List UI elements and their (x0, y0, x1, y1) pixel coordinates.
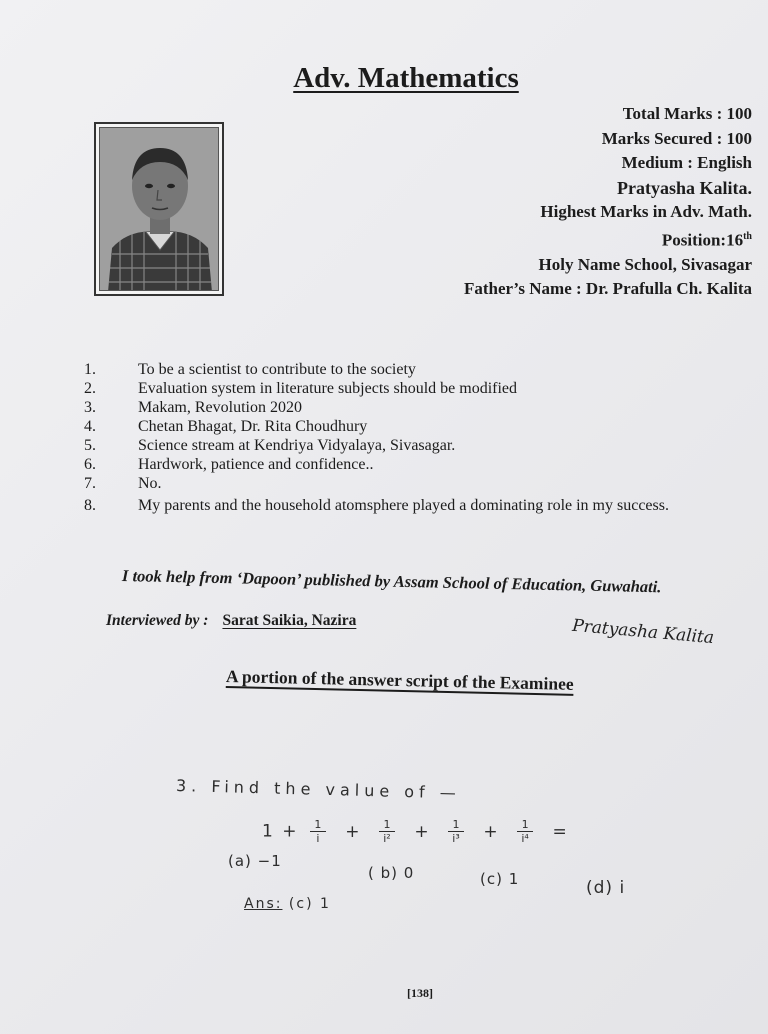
father-name: Father’s Name : Dr. Prafulla Ch. Kalita (463, 279, 752, 299)
option-a: (a) −1 (228, 852, 282, 870)
list-item (84, 455, 724, 474)
item-number: 7. (84, 475, 96, 492)
answer-script-heading: A portion of the answer script of the Examinee (225, 666, 574, 694)
equals-sign: = (552, 821, 567, 842)
interview-line (106, 612, 356, 630)
denominator: i² (383, 832, 391, 845)
list-item (84, 474, 724, 493)
page-title: Adv. Mathematics (293, 62, 519, 94)
expr-start: 1 + (262, 821, 299, 842)
handwritten-answer (244, 896, 331, 912)
item-number: 8. (84, 497, 96, 514)
plus-sign: + (345, 821, 360, 842)
highest-marks: Highest Marks in Adv. Math. (540, 202, 752, 221)
marks-secured: Marks Secured : 100 (601, 128, 752, 148)
handwritten-expression (262, 818, 575, 845)
fraction (517, 818, 533, 845)
numerator: 1 (314, 818, 322, 831)
student-photo (94, 122, 224, 296)
page-number: [138] (407, 986, 433, 1000)
position (332, 225, 752, 253)
handwritten-options (228, 852, 668, 898)
interviewer-name: Sarat Saikia, Nazira (222, 612, 357, 629)
denominator: i³ (452, 832, 460, 845)
item-number: 5. (84, 437, 96, 454)
numerator: 1 (452, 818, 460, 831)
fraction (448, 818, 464, 845)
list-item (84, 496, 724, 515)
medium: Medium : English (621, 153, 752, 172)
list-item (84, 417, 724, 436)
student-info (332, 102, 752, 302)
answer-label: Ans: (244, 896, 283, 912)
item-text: Evaluation system in literature subjects should be modified (138, 380, 518, 397)
option-c: (c) 1 (480, 870, 520, 888)
list-item (84, 360, 724, 379)
position-label: Position:16 (661, 230, 744, 250)
school-name: Holy Name School, Sivasagar (538, 254, 752, 274)
item-text: To be a scientist to contribute to the society (138, 361, 416, 378)
answer-value: (c) 1 (288, 896, 331, 912)
total-marks: Total Marks : 100 (622, 104, 752, 123)
item-text: Hardwork, patience and confidence.. (138, 456, 374, 473)
position-suffix: th (743, 230, 752, 242)
list-item (84, 436, 724, 455)
fraction (310, 818, 326, 845)
item-number: 3. (84, 399, 96, 416)
item-text: Chetan Bhagat, Dr. Rita Choudhury (138, 418, 368, 435)
help-note: I took help from ‘Dapoon’ published by Assam School of Education, Guwahati. (121, 566, 662, 597)
list-item (84, 398, 724, 417)
numerator: 1 (521, 818, 529, 831)
item-number: 6. (84, 456, 96, 473)
item-text: Science stream at Kendriya Vidyalaya, Sivasagar. (138, 437, 456, 454)
item-number: 4. (84, 418, 96, 435)
item-text: My parents and the household atomsphere played a dominating role in my success. (138, 497, 669, 514)
numerator: 1 (383, 818, 391, 831)
item-text: Makam, Revolution 2020 (138, 399, 302, 416)
answers-list (84, 360, 724, 515)
denominator: i⁴ (521, 832, 529, 845)
list-item (84, 379, 724, 398)
handwritten-question: 3. Find the value of — (175, 776, 462, 803)
student-name: Pratyasha Kalita. (617, 177, 752, 198)
interview-label: Interviewed by : (106, 612, 209, 629)
signature: Pratyasha Kalita (571, 615, 715, 649)
fraction (379, 818, 395, 845)
option-d: (d) i (586, 878, 626, 898)
option-b: ( b) 0 (368, 864, 415, 882)
item-text: No. (138, 475, 162, 492)
item-number: 2. (84, 380, 96, 397)
plus-sign: + (414, 821, 429, 842)
item-number: 1. (84, 361, 96, 378)
plus-sign: + (483, 821, 498, 842)
student-portrait-icon (100, 128, 219, 291)
denominator: i (316, 832, 320, 845)
